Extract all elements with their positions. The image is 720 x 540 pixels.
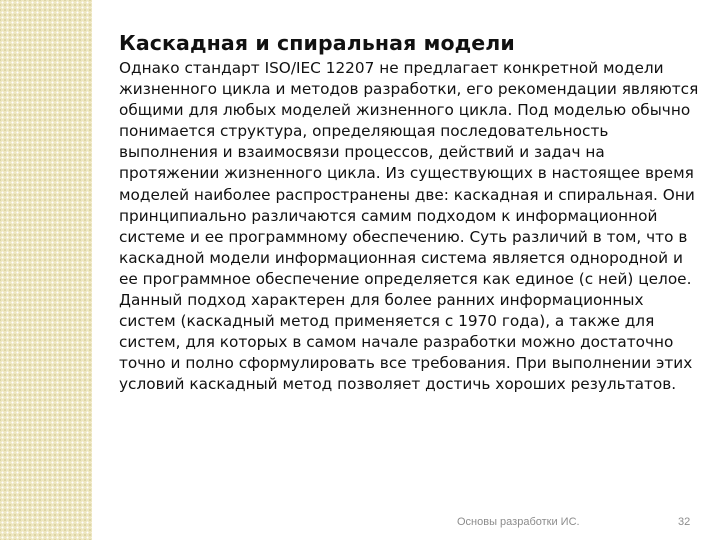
page-number: 32 bbox=[678, 516, 691, 528]
slide-title: Каскадная и спиральная модели bbox=[119, 31, 515, 55]
slide-body-text: Однако стандарт ISO/IEC 12207 не предлагает конкретной модели жизненного цикла и методов разработки, его рекомендации являются общими для любых моделей жизненного цикла. Под моделью обычно понимается структура, определяющая последовательность выполнения и взаимосвязи процессов, действий и задач на протяжении жизненного цикла. Из существующих в настоящее время моделей наиболее распространены две: каскадная и спиральная. Они принципиально различаются самим подходом к информационной системе и ее программному обеспечению. Суть различий в том, что в каскадной модели информационная система является однородной и ее программное обеспечение определяется как единое (с ней) целое. Данный подход характерен для более ранних информационных систем (каскадный метод применяется с 1970 года), а также для систем, для которых в самом начале разработки можно достаточно точно и полно сформулировать все требования. При выполнении этих условий каскадный метод позволяет достичь хороших результатов. bbox=[119, 59, 699, 394]
slide-content bbox=[119, 30, 709, 396]
footer-presentation-title: Основы разработки ИС. bbox=[457, 516, 580, 528]
decorative-side-band bbox=[0, 0, 92, 540]
